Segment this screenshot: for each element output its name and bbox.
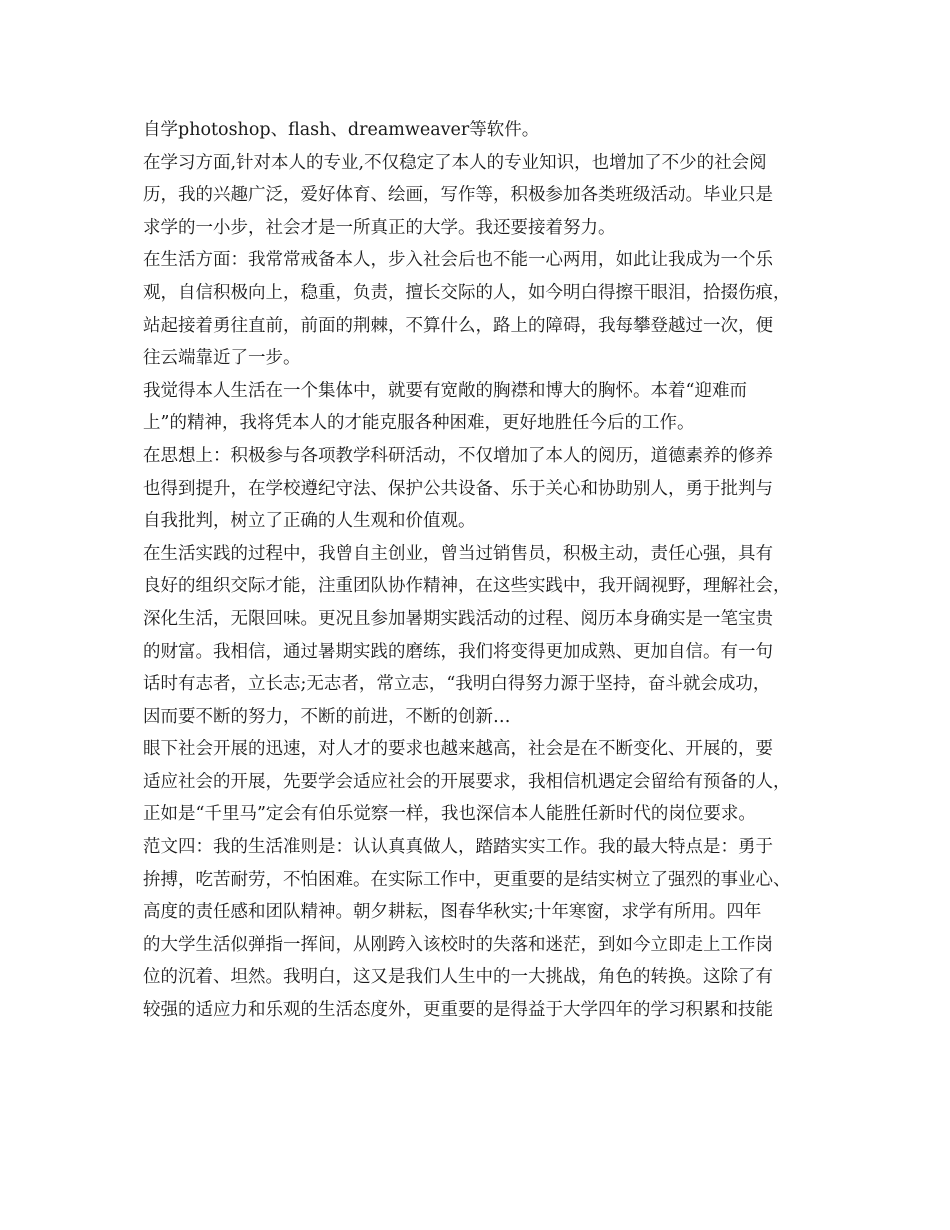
text-line: 拚搏，吃苦耐劳，不怕困难。在实际工作中，更重要的是结实树立了强烈的事业心、 bbox=[143, 869, 791, 890]
body-text bbox=[143, 114, 823, 1027]
text-line: 高度的责任感和团队精神。朝夕耕耘，图春华秋实;十年寒窗，求学有所用。四年 bbox=[143, 902, 762, 923]
text-line: 位的沉着、坦然。我明白，这又是我们人生中的一大挑战，角色的转换。这除了有 bbox=[143, 967, 773, 988]
text-line: 观，自信积极向上，稳重，负责，擅长交际的人，如今明白得擦干眼泪，拾掇伤痕， bbox=[143, 282, 791, 303]
text-line: 我觉得本人生活在一个集体中，就要有宽敞的胸襟和博大的胸怀。本着“迎难而 bbox=[143, 380, 747, 401]
text-line: 求学的一小步，社会才是一所真正的大学。我还要接着努力。 bbox=[143, 217, 616, 238]
text-line: 的财富。我相信，通过暑期实践的磨练，我们将变得更加成熟、更加自信。有一句 bbox=[143, 641, 773, 662]
text-line: 适应社会的开展，先要学会适应社会的开展要求，我相信机遇定会留给有预备的人， bbox=[143, 771, 791, 792]
text-line: 自我批判，树立了正确的人生观和价值观。 bbox=[143, 511, 476, 532]
text-line: 在思想上：积极参与各项教学科研活动，不仅增加了本人的阅历，道德素养的修养 bbox=[143, 445, 773, 466]
text-line: 往云端靠近了一步。 bbox=[143, 348, 301, 369]
text-line: 深化生活，无限回味。更况且参加暑期实践活动的过程、阅历本身确实是一笔宝贵 bbox=[143, 608, 773, 629]
text-line: 在生活方面：我常常戒备本人，步入社会后也不能一心两用，如此让我成为一个乐 bbox=[143, 250, 773, 271]
text-line: 较强的适应力和乐观的生活态度外，更重要的是得益于大学四年的学习积累和技能 bbox=[143, 1000, 773, 1021]
text-line: 眼下社会开展的迅速，对人才的要求也越来越高，社会是在不断变化、开展的，要 bbox=[143, 739, 773, 760]
text-line: 良好的组织交际才能，注重团队协作精神，在这些实践中，我开阔视野，理解社会， bbox=[143, 576, 791, 597]
text-line: 在学习方面,针对本人的专业,不仅稳定了本人的专业知识，也增加了不少的社会阅 bbox=[143, 152, 767, 173]
text-line: 范文四：我的生活准则是：认认真真做人，踏踏实实工作。我的最大特点是：勇于 bbox=[143, 837, 773, 858]
text-line: 因而要不断的努力，不断的前进，不断的创新… bbox=[143, 706, 511, 727]
text-line: 历，我的兴趣广泛，爱好体育、绘画，写作等，积极参加各类班级活动。毕业只是 bbox=[143, 185, 773, 206]
text-line: 的大学生活似弹指一挥间，从刚跨入该校时的失落和迷茫，到如今立即走上工作岗 bbox=[143, 934, 773, 955]
text-line: 自学photoshop、flash、dreamweaver等软件。 bbox=[143, 120, 540, 140]
text-line: 也得到提升，在学校遵纪守法、保护公共设备、乐于关心和协助别人，勇于批判与 bbox=[143, 478, 773, 499]
text-line: 上”的精神，我将凭本人的才能克服各种困难，更好地胜任今后的工作。 bbox=[143, 413, 695, 434]
text-line: 站起接着勇往直前，前面的荆棘，不算什么，路上的障碍，我每攀登越过一次，便 bbox=[143, 315, 773, 336]
text-line: 话时有志者，立长志;无志者，常立志，“我明白得努力源于坚持，奋斗就会成功， bbox=[143, 674, 771, 695]
text-line: 在生活实践的过程中，我曾自主创业，曾当过销售员，积极主动，责任心强，具有 bbox=[143, 543, 773, 564]
text-line: 正如是“千里马”定会有伯乐觉察一样，我也深信本人能胜任新时代的岗位要求。 bbox=[143, 804, 756, 825]
